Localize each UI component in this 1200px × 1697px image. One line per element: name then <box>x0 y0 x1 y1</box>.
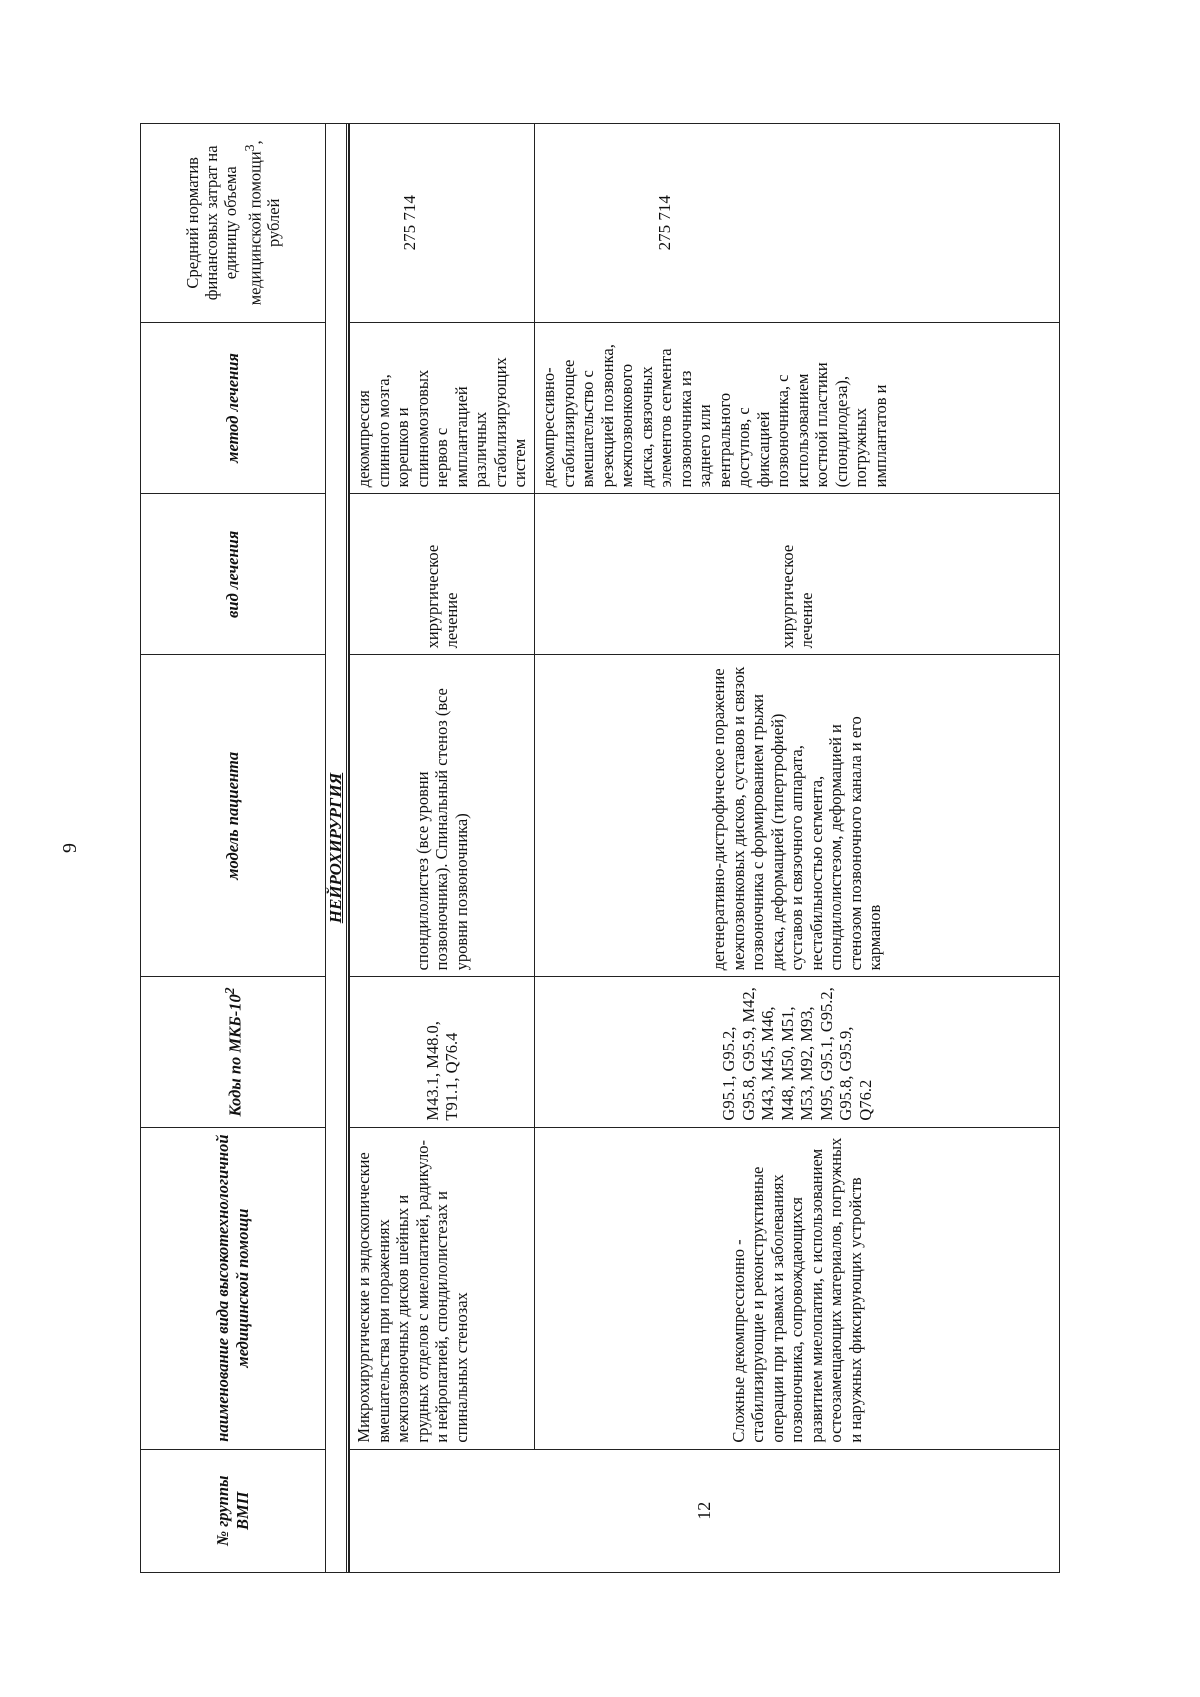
header-method: метод лечения <box>141 322 326 494</box>
section-title: НЕЙРОХИРУРГИЯ <box>326 124 349 1572</box>
header-model: модель пациента <box>141 655 326 977</box>
row-method: декомпрессия спинного мозга, корешков и спинномозговых нервов с имплантацией различных стабилизирующих систем <box>350 322 535 494</box>
header-group: № группы ВМП <box>141 1449 326 1572</box>
row-name: Сложные декомпрессионно - стабилизирующие и реконструктивные операции при травмах и заболеваниях позвоночника, сопровождающихся развитием миелопатии, с использованием остеозамещающих материалов, погружных и наружных фиксирующих устройств <box>535 1127 1060 1449</box>
row-type: хирургическое лечение <box>535 494 1060 655</box>
header-cost-sup: 3 <box>241 144 257 152</box>
group-number: 12 <box>350 1449 1060 1572</box>
rotated-table-container <box>140 123 1060 1573</box>
header-cost: Средний норматив финансовых затрат на единицу объема медицинской помощи$^3$, рублей <box>141 124 326 323</box>
row-method: декомпрессивно-стабилизирующее вмешательство с резекцией позвонка, межпозвонкового диска, связочных элементов сегмента позвоночника из заднего или вентрального доступов, с фиксацией позвоночника, с использованием костной пластики (спондилодеза), погружных имплантатов и <box>535 322 1060 494</box>
row-model: дегенеративно-дистрофическое поражение межпозвонковых дисков, суставов и связок позвоночника с формированием грыжи диска, деформацией (гипертрофией) суставов и связочного аппарата, нестабильностью сегмента, спондилолистезом, деформацией и стенозом позвоночного канала и его карманов <box>535 655 1060 977</box>
row-model: спондилолистез (все уровни позвоночника). Спинальный стеноз (все уровни позвоночника) <box>350 655 535 977</box>
row-cost: 275 714 <box>535 124 1060 323</box>
row-codes: M43.1, M48.0, T91.1, Q76.4 <box>350 977 535 1127</box>
section-row <box>326 124 350 1573</box>
header-type: вид лечения <box>141 494 326 655</box>
row-type: хирургическое лечение <box>350 494 535 655</box>
header-codes-sup: 2 <box>222 987 238 995</box>
page-number: 9 <box>59 843 81 853</box>
row-codes: G95.1, G95.2, G95.8, G95.9, M42, M43, M45, M46, M48, M50, M51, M53, M92, M93, M95, G95.1, G95.2, G95.8, G95.9, Q76.2 <box>535 977 1060 1127</box>
table-row <box>350 124 535 1573</box>
row-name: Микрохирургические и эндоскопические вмешательства при поражениях межпозвоночных дисков шейных и грудных отделов с миелопатией, радикуло-и нейропатией, спондилолистезах и спинальных стенозах <box>350 1127 535 1449</box>
header-name: наименование вида высокотехнологичной медицинской помощи <box>141 1127 326 1449</box>
row-cost: 275 714 <box>350 124 535 323</box>
table-row <box>535 124 1060 1573</box>
header-codes: Коды по МКБ-$10^2$ <box>141 977 326 1127</box>
vmp-table <box>140 123 1060 1573</box>
header-row <box>141 124 326 1573</box>
